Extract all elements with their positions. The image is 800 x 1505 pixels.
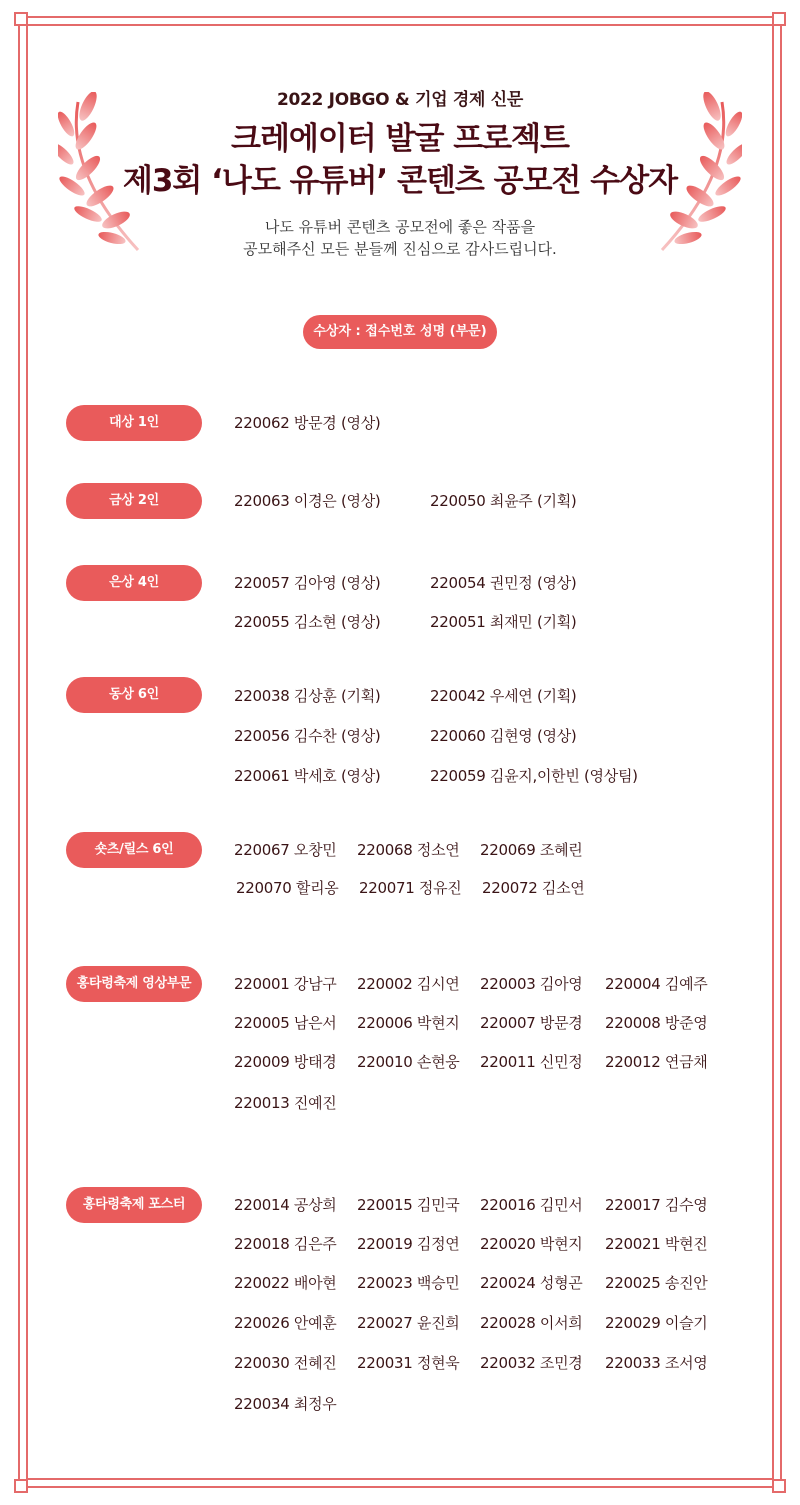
award-label-festival-poster: 홍타령축제 포스터 xyxy=(66,1187,202,1223)
winner-entry: 220029 이슬기 xyxy=(605,1314,708,1332)
page-title-line2: 제3회 ‘나도 유튜버’ 콘텐츠 공모전 수상자 xyxy=(122,163,678,199)
award-label-shorts: 숏츠/릴스 6인 xyxy=(66,832,202,868)
header xyxy=(0,88,800,260)
winner-entry: 220008 방준영 xyxy=(605,1014,708,1032)
winner-entry: 220007 방문경 xyxy=(480,1014,583,1032)
corner-ornament-top-right xyxy=(772,12,786,26)
winner-entry: 220055 김소현 (영상) xyxy=(234,613,381,631)
thanks-line1: 나도 유튜버 콘텐츠 공모전에 좋은 작품을 xyxy=(264,218,536,236)
winner-entry: 220071 정유진 xyxy=(359,879,462,897)
award-label-grand: 대상 1인 xyxy=(66,405,202,441)
winner-entry: 220001 강남구 xyxy=(234,975,337,993)
winner-entry: 220051 최재민 (기획) xyxy=(430,613,577,631)
winner-entry: 220061 박세호 (영상) xyxy=(234,767,381,785)
winner-entry: 220004 김예주 xyxy=(605,975,708,993)
winner-entry: 220013 진예진 xyxy=(234,1094,337,1112)
winner-entry: 220012 연금채 xyxy=(605,1053,708,1071)
award-label-gold: 금상 2인 xyxy=(66,483,202,519)
winner-entry: 220014 공상희 xyxy=(234,1196,337,1214)
winner-entry: 220050 최윤주 (기획) xyxy=(430,492,577,510)
winner-entry: 220031 정현욱 xyxy=(357,1354,460,1372)
winner-entry: 220042 우세연 (기획) xyxy=(430,687,577,705)
winner-entry: 220019 김정연 xyxy=(357,1235,460,1253)
winner-entry: 220034 최정우 xyxy=(234,1395,337,1413)
winner-entry: 220009 방태경 xyxy=(234,1053,337,1071)
winner-entry: 220033 조서영 xyxy=(605,1354,708,1372)
winner-entry: 220057 김아영 (영상) xyxy=(234,574,381,592)
winner-entry: 220023 백승민 xyxy=(357,1274,460,1292)
page-title-line1: 크레에이터 발굴 프로젝트 xyxy=(231,121,569,157)
winner-entry: 220017 김수영 xyxy=(605,1196,708,1214)
legend-badge: 수상자 : 접수번호 성명 (부문) xyxy=(303,315,497,349)
winner-entry: 220067 오창민 xyxy=(234,841,337,859)
winner-entry: 220018 김은주 xyxy=(234,1235,337,1253)
winner-entry: 220072 김소연 xyxy=(482,879,585,897)
winner-entry: 220002 김시연 xyxy=(357,975,460,993)
event-subtitle: 2022 JOBGO & 기업 경제 신문 xyxy=(276,90,524,110)
award-label-festival-video: 홍타령축제 영상부문 xyxy=(66,966,202,1002)
thanks-message xyxy=(0,216,800,260)
winner-entry: 220069 조혜린 xyxy=(480,841,583,859)
winner-entry: 220003 김아영 xyxy=(480,975,583,993)
winner-entry: 220030 전혜진 xyxy=(234,1354,337,1372)
winner-entry: 220070 할리옹 xyxy=(236,879,339,897)
winner-entry: 220005 남은서 xyxy=(234,1014,337,1032)
winner-entry: 220063 이경은 (영상) xyxy=(234,492,381,510)
winner-entry: 220016 김민서 xyxy=(480,1196,583,1214)
winner-entry: 220054 권민정 (영상) xyxy=(430,574,577,592)
corner-ornament-top-left xyxy=(14,12,28,26)
thanks-line2: 공모해주신 모든 분들께 진심으로 감사드립니다. xyxy=(243,240,557,258)
winner-entry: 220027 윤진희 xyxy=(357,1314,460,1332)
winner-entry: 220024 성형곤 xyxy=(480,1274,583,1292)
winner-entry: 220022 배아현 xyxy=(234,1274,337,1292)
corner-ornament-bottom-right xyxy=(772,1479,786,1493)
winner-entry: 220021 박현진 xyxy=(605,1235,708,1253)
winner-entry: 220020 박현지 xyxy=(480,1235,583,1253)
winner-entry: 220026 안예훈 xyxy=(234,1314,337,1332)
award-label-silver: 은상 4인 xyxy=(66,565,202,601)
winner-entry: 220006 박현지 xyxy=(357,1014,460,1032)
winner-entry: 220068 정소연 xyxy=(357,841,460,859)
winner-entry: 220060 김현영 (영상) xyxy=(430,727,577,745)
corner-ornament-bottom-left xyxy=(14,1479,28,1493)
winner-entry: 220032 조민경 xyxy=(480,1354,583,1372)
winner-entry: 220011 신민정 xyxy=(480,1053,583,1071)
winner-entry: 220025 송진안 xyxy=(605,1274,708,1292)
winner-entry: 220028 이서희 xyxy=(480,1314,583,1332)
winner-entry: 220015 김민국 xyxy=(357,1196,460,1214)
winner-entry: 220038 김상훈 (기획) xyxy=(234,687,381,705)
winner-entry: 220010 손현웅 xyxy=(357,1053,460,1071)
winner-entry: 220062 방문경 (영상) xyxy=(234,414,381,432)
winner-entry: 220056 김수찬 (영상) xyxy=(234,727,381,745)
award-label-bronze: 동상 6인 xyxy=(66,677,202,713)
winner-entry: 220059 김윤지,이한빈 (영상팀) xyxy=(430,767,638,785)
